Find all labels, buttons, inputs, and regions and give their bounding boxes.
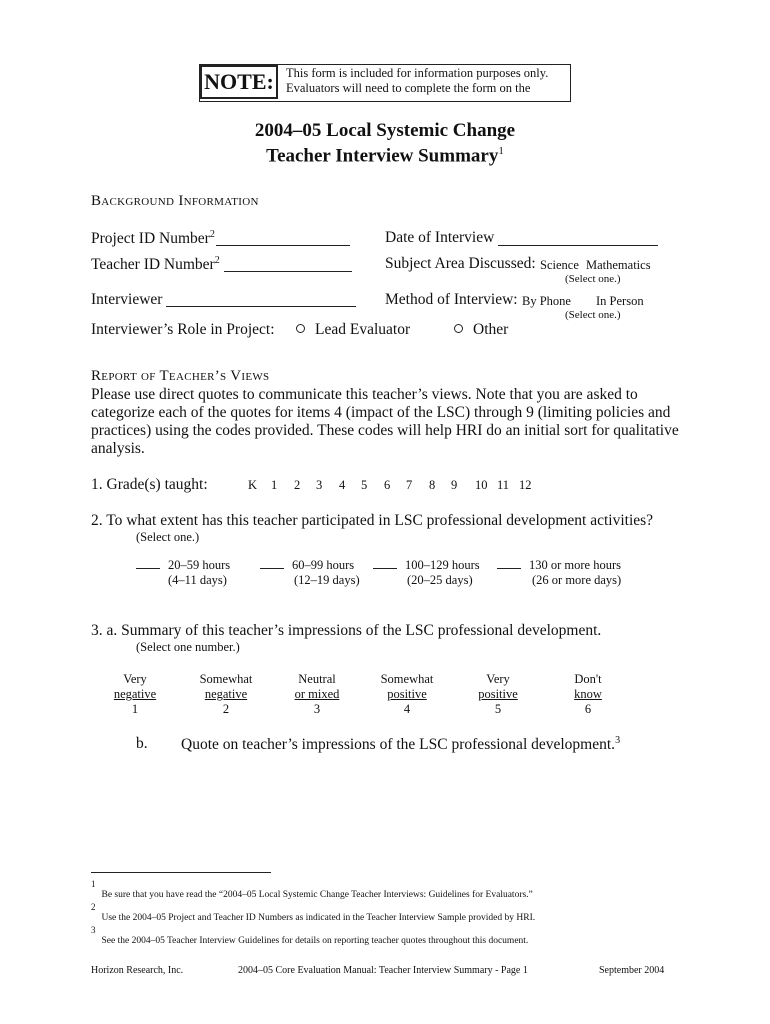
- scale-option-6[interactable]: Don't know 6: [574, 672, 602, 716]
- answer-blank[interactable]: [497, 568, 521, 569]
- subject-label: Subject Area Discussed:: [385, 255, 536, 272]
- teacher-id-field[interactable]: [224, 271, 352, 272]
- footer-center: 2004–05 Core Evaluation Manual: Teacher Interview Summary - Page 1: [238, 965, 528, 976]
- role-option-lead-evaluator[interactable]: Lead Evaluator: [296, 321, 410, 339]
- scale-option-2[interactable]: Somewhat negative 2: [199, 672, 253, 716]
- grade-option[interactable]: 3: [316, 478, 323, 492]
- footnote-1: $^1$Be sure that you have read the “2004–05 Local Systemic Change Teacher Interviews: Guidelines for Evaluators.”: [91, 879, 533, 901]
- scale-option-1[interactable]: Very negative 1: [113, 672, 157, 716]
- radio-icon: [296, 324, 305, 333]
- answer-blank[interactable]: [260, 568, 284, 569]
- teacher-id-label: Teacher ID Number$^2$: [91, 255, 220, 274]
- q2-option-4[interactable]: 130 or more hours (26 or more days): [497, 558, 637, 588]
- interviewer-label: Interviewer: [91, 291, 163, 308]
- q2-label: 2. To what extent has this teacher participated in LSC professional development activities?: [91, 512, 654, 529]
- radio-icon: [454, 324, 463, 333]
- footer-right: September 2004: [599, 965, 665, 976]
- subject-option-mathematics[interactable]: Mathematics: [586, 258, 651, 272]
- footer-left: Horizon Research, Inc.: [91, 965, 184, 976]
- grade-option[interactable]: K: [248, 478, 258, 492]
- role-label: Interviewer’s Role in Project:: [91, 321, 275, 338]
- subject-option-science[interactable]: Science: [540, 258, 579, 272]
- section-heading-report: Report of Teacher’s Views: [91, 368, 270, 384]
- grade-option[interactable]: 9: [451, 478, 458, 492]
- grade-option[interactable]: 2: [294, 478, 301, 492]
- footnote-2: $^2$Use the 2004–05 Project and Teacher ID Numbers as indicated in the Teacher Interview Sample provided by HRI.: [91, 902, 536, 924]
- grade-option[interactable]: 6: [384, 478, 391, 492]
- subject-select-hint: (Select one.): [565, 273, 621, 285]
- q2-hint: (Select one.): [136, 530, 200, 544]
- grade-option[interactable]: 11: [497, 478, 510, 492]
- q3b-letter: b.: [136, 735, 148, 752]
- interviewer-field[interactable]: [166, 306, 356, 307]
- page-title-line2: Teacher Interview Summary$^1$: [266, 145, 504, 167]
- scale-option-5[interactable]: Very positive 5: [478, 672, 518, 716]
- method-option-phone[interactable]: By Phone: [522, 294, 571, 308]
- grade-option[interactable]: 7: [406, 478, 413, 492]
- grade-option[interactable]: 8: [429, 478, 436, 492]
- project-id-label: Project ID Number$^2$: [91, 229, 215, 248]
- footnote-3: $^3$See the 2004–05 Teacher Interview Guidelines for details on reporting teacher quotes throughout this document.: [91, 925, 529, 947]
- footnote-divider: [91, 872, 271, 873]
- project-id-field[interactable]: [216, 245, 350, 246]
- note-text: This form is included for information purposes only. Evaluators will need to complete the form on the: [286, 66, 549, 95]
- q3a-label: 3. a. Summary of this teacher’s impressions of the LSC professional development.: [91, 622, 602, 639]
- q3b-label: Quote on teacher’s impressions of the LSC professional development.$^3$: [181, 735, 621, 754]
- method-select-hint: (Select one.): [565, 309, 621, 321]
- role-option-other[interactable]: Other: [454, 321, 508, 339]
- grade-option[interactable]: 5: [361, 478, 368, 492]
- grade-option[interactable]: 12: [519, 478, 532, 492]
- scale-option-4[interactable]: Somewhat positive 4: [380, 672, 434, 716]
- report-instructions: Please use direct quotes to communicate this teacher’s views. Note that you are asked to categorize each of the quotes for items 4 (impact of the LSC) through 9 (limiting policies and practices) using the codes provided. These codes will help HRI do an initial sort for qualitative analysis.: [91, 386, 679, 457]
- method-option-in-person[interactable]: In Person: [596, 294, 644, 308]
- section-heading-background: Background Information: [91, 193, 259, 209]
- scale-option-3[interactable]: Neutral or mixed 3: [294, 672, 340, 716]
- note-label: NOTE:: [200, 65, 278, 99]
- q3a-hint: (Select one number.): [136, 640, 240, 654]
- page-title-line1: 2004–05 Local Systemic Change: [254, 120, 516, 141]
- date-field[interactable]: [498, 245, 658, 246]
- q1-label: 1. Grade(s) taught:: [91, 476, 208, 493]
- grade-option[interactable]: 10: [475, 478, 488, 492]
- date-label: Date of Interview: [385, 229, 495, 246]
- q2-option-2[interactable]: 60–99 hours (12–19 days): [260, 558, 370, 588]
- grade-option[interactable]: 4: [339, 478, 346, 492]
- answer-blank[interactable]: [136, 568, 160, 569]
- note-box: [199, 64, 571, 102]
- q2-option-3[interactable]: 100–129 hours (20–25 days): [373, 558, 493, 588]
- grade-option[interactable]: 1: [271, 478, 278, 492]
- answer-blank[interactable]: [373, 568, 397, 569]
- method-label: Method of Interview:: [385, 291, 518, 308]
- q2-option-1[interactable]: 20–59 hours (4–11 days): [136, 558, 246, 588]
